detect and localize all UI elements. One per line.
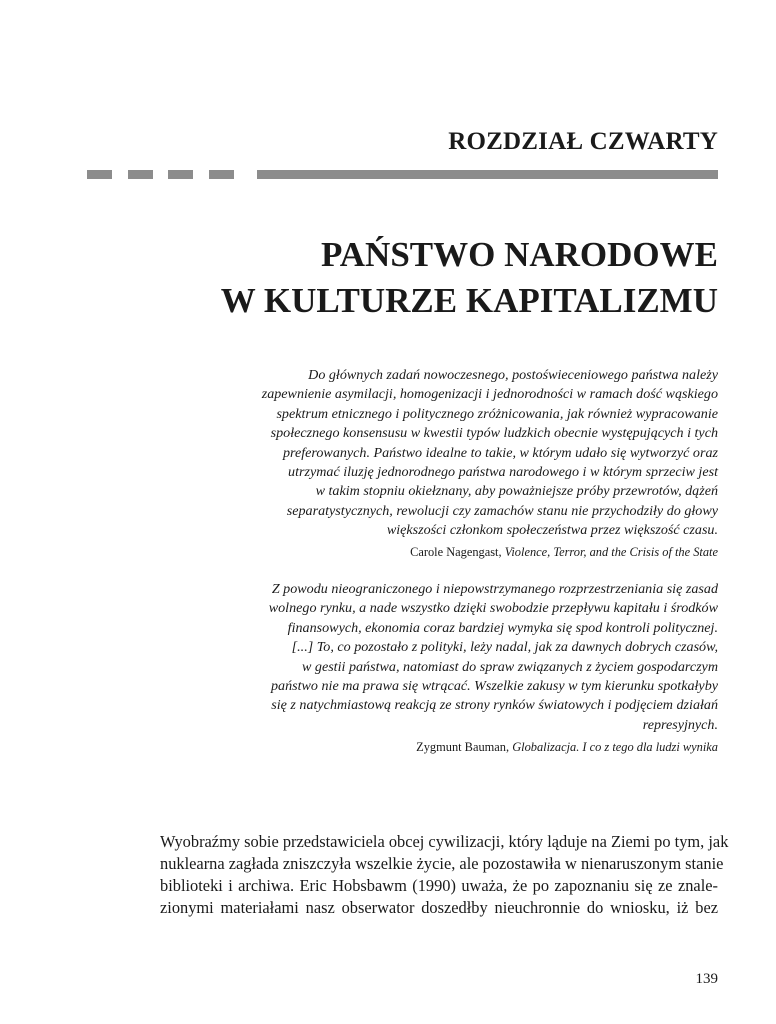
epigraph-attribution <box>410 545 718 560</box>
epigraph-line: utrzymać iluzję jednorodnego państwa narodowego i w którym sprzeciw jest <box>288 464 718 481</box>
epigraph-line: Z powodu nieograniczonego i niepowstrzymanego rozprzestrzeniania się zasad <box>271 581 718 597</box>
epigraph-line: separatystycznych, rewolucji czy zamachów stanu nie przychodziły do głowy <box>286 502 718 519</box>
body-line: nuklearna zagłada zniszczyła wszelkie życie, ale pozostawiła w nienaruszonym stanie <box>160 854 724 873</box>
chapter-title-line: W KULTURZE KAPITALIZMU <box>220 281 718 320</box>
chapter-title <box>221 232 718 324</box>
epigraph-line: w takim stopniu okiełznany, aby poważniejsze próby przewrotów, dążeń <box>315 483 718 500</box>
epigraph-line: większości członkom społeczeństwa przez większość czasu. <box>386 522 718 539</box>
epigraph-line: się z natychmiastową reakcją ze strony rynków światowych i podjęciem działań <box>271 697 718 714</box>
epigraph-line: [...] To, co pozostało z polityki, leży nadal, jak za dawnych dobrych czasów, <box>291 639 718 656</box>
attribution-author: Zygmunt Bauman, <box>416 740 510 754</box>
chapter-label: ROZDZIAŁ CZWARTY <box>448 128 718 155</box>
body-paragraph <box>160 831 729 919</box>
epigraph-line: społecznego konsensusu w kwestii typów ludzkich obecnie występujących i tych <box>270 425 718 442</box>
epigraph-line: represyjnych. <box>642 716 718 733</box>
epigraph-line: wolnego rynku, a nade wszystko dzięki swobodzie przepływu kapitału i środków <box>268 600 718 617</box>
epigraph-line: w gestii państwa, natomiast do spraw związanych z życiem gospodarczym <box>301 658 718 675</box>
attribution-author: Carole Nagengast, <box>410 545 502 559</box>
body-line: Wyobraźmy sobie przedstawiciela obcej cywilizacji, który ląduje na Ziemi po tym, jak <box>160 832 729 851</box>
decorative-dash <box>128 170 153 179</box>
attribution-source: Violence, Terror, and the Crisis of the State <box>504 545 718 559</box>
decorative-rule <box>257 170 718 179</box>
epigraph-line: państwo nie ma prawa się wtrącać. Wszelkie zakusy w tym kierunku spotkałyby <box>270 678 718 695</box>
epigraph-quote <box>269 580 718 735</box>
decorative-dash <box>168 170 193 179</box>
decorative-dash <box>87 170 112 179</box>
body-line: biblioteki i archiwa. Eric Hobsbawm (1990) uważa, że po zapoznaniu się ze znale- <box>160 876 718 895</box>
epigraph-line: Do głównych zadań nowoczesnego, postoświeceniowego państwa należy <box>308 367 718 383</box>
attribution-source: Globalizacja. I co z tego dla ludzi wynika <box>512 740 718 754</box>
epigraph-quote <box>262 366 718 541</box>
chapter-title-line: PAŃSTWO NARODOWE <box>320 235 718 274</box>
epigraph-line: preferowanych. Państwo idealne to takie, w którym udało się wytworzyć oraz <box>282 444 718 461</box>
epigraph-line: zapewnienie asymilacji, homogenizacji i jednorodności w ramach dość wąskiego <box>261 386 718 403</box>
epigraph-line: spektrum etnicznego i politycznego zróżnicowania, jak również wypracowanie <box>276 405 718 422</box>
epigraph-line: finansowych, ekonomia coraz bardziej wymyka się spod kontroli politycznej. <box>287 619 718 636</box>
page-number: 139 <box>695 971 718 987</box>
body-line: zionymi materiałami nasz obserwator doszedłby nieuchronnie do wniosku, iż bez <box>160 898 718 917</box>
decorative-dash <box>209 170 234 179</box>
epigraph-attribution <box>416 740 718 755</box>
